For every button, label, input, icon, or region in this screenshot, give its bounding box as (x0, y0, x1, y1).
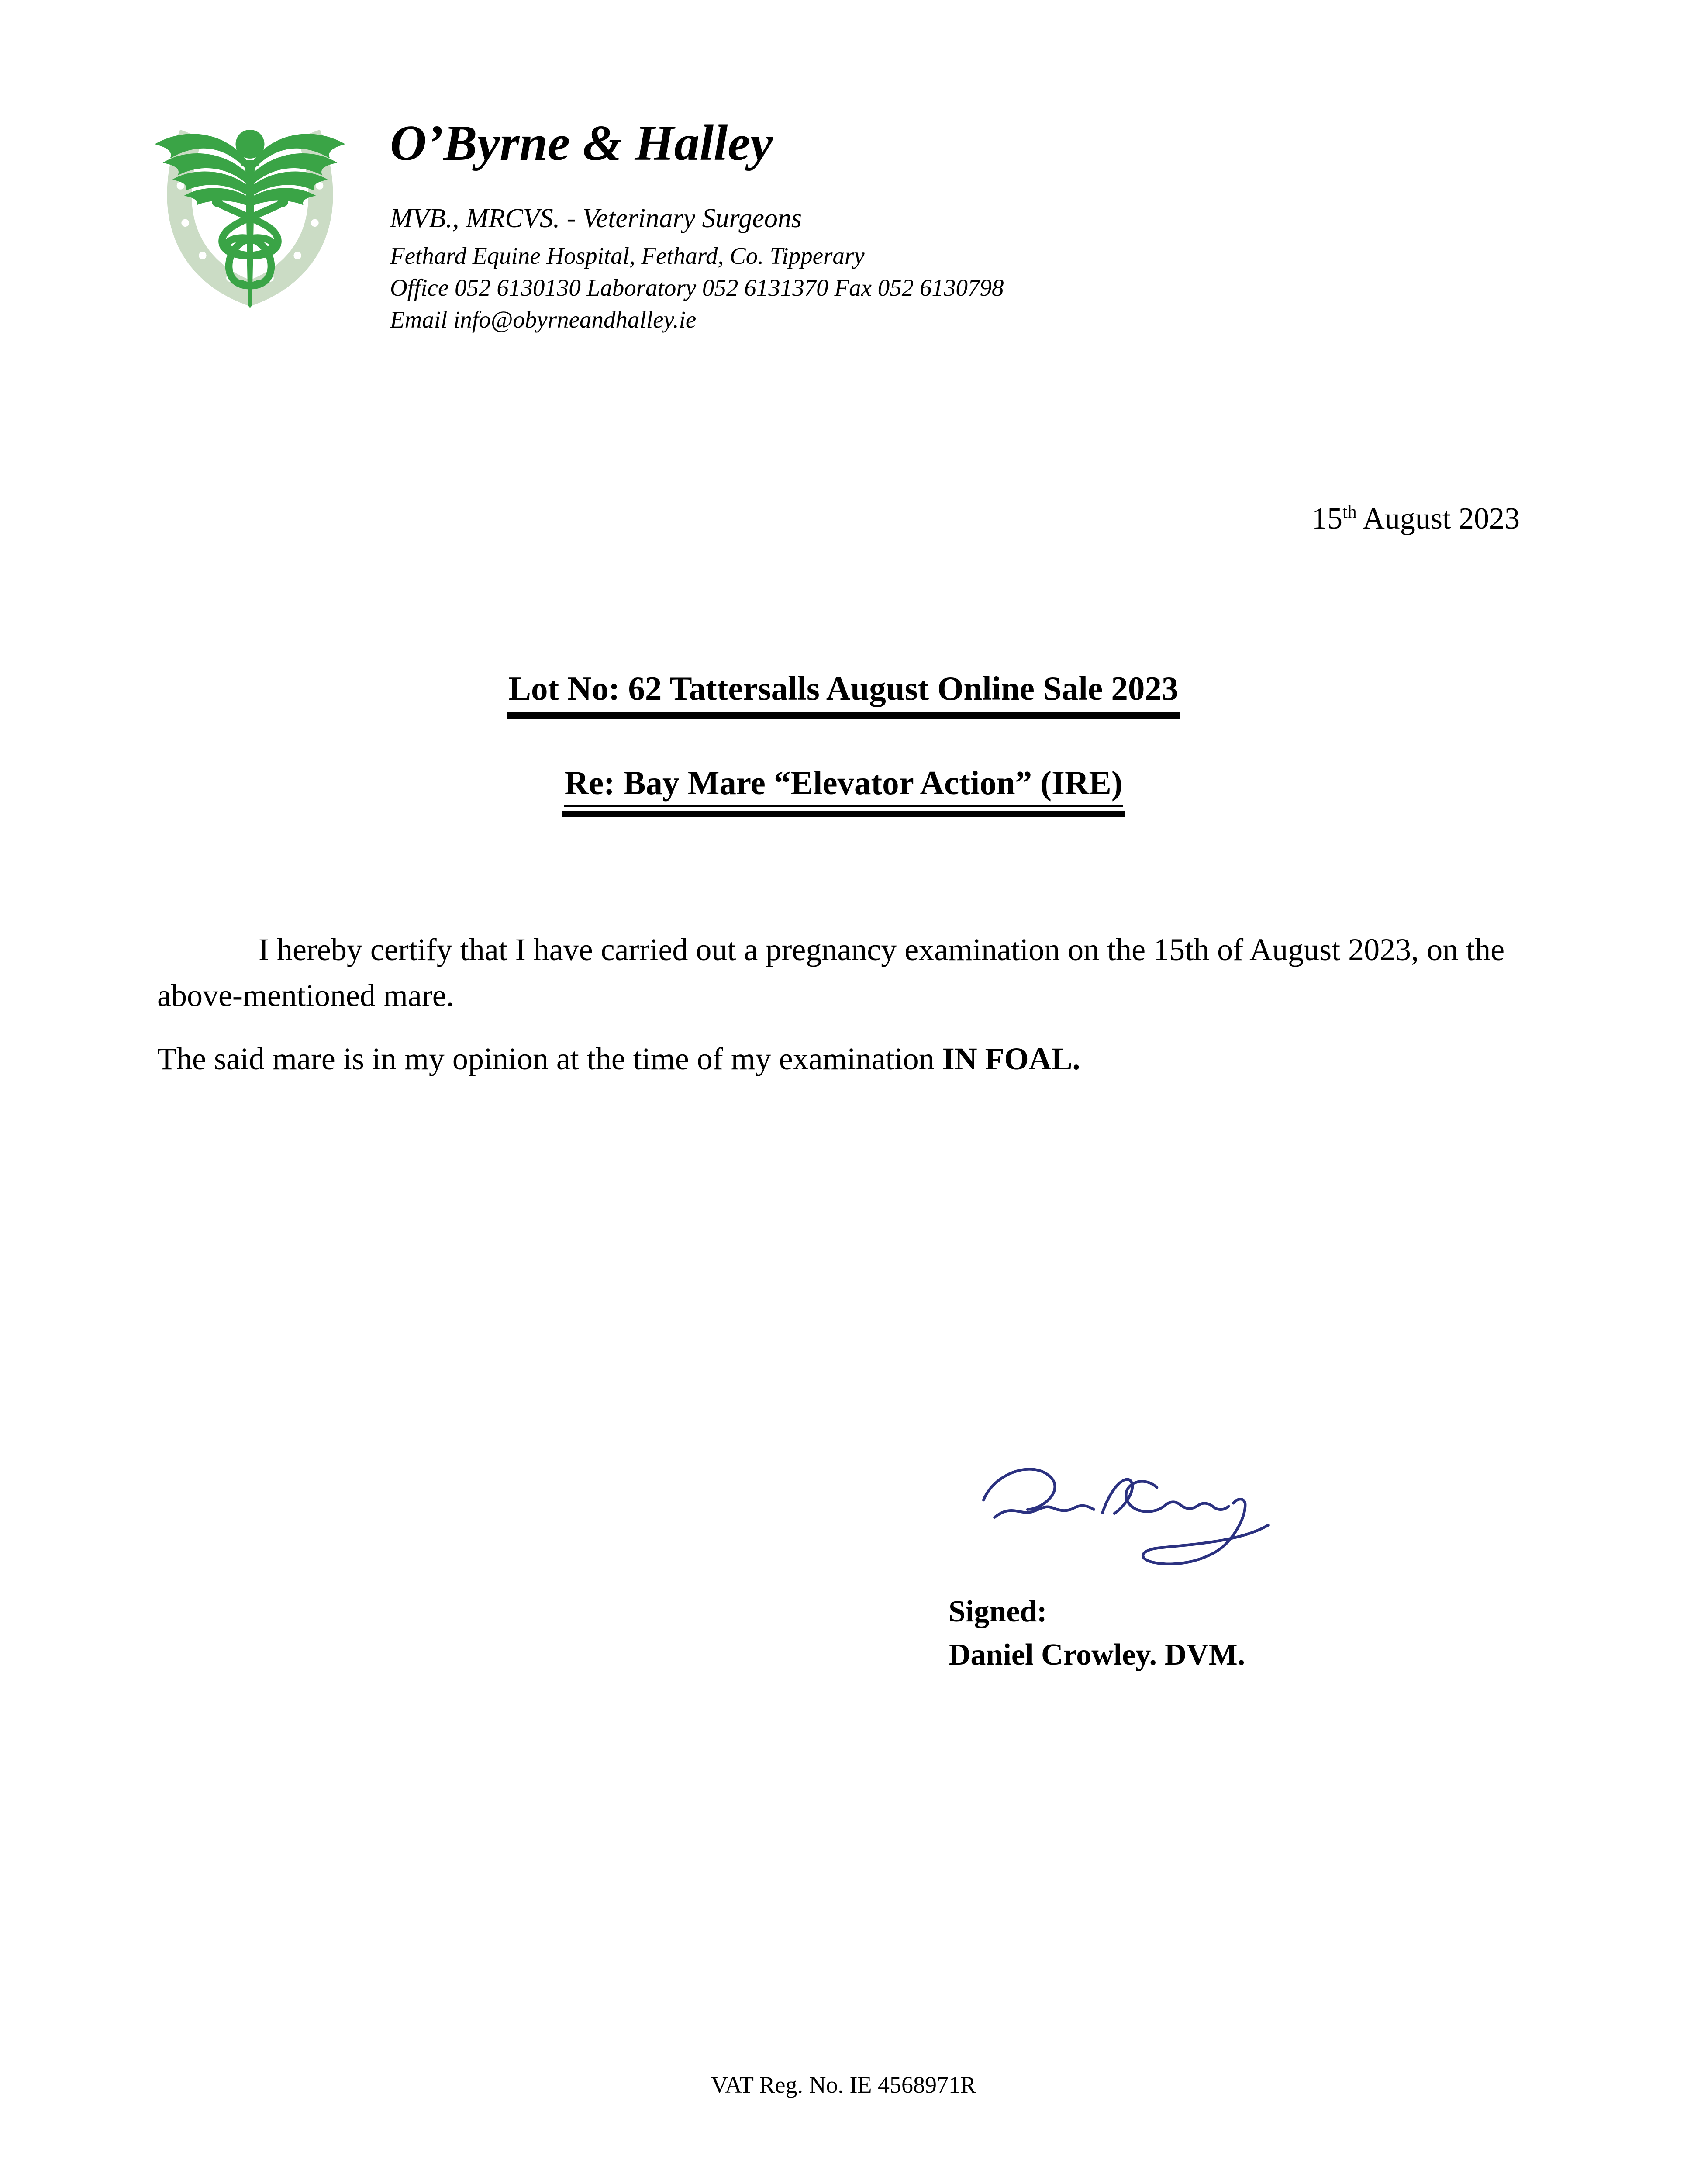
lot-heading: Lot No: 62 Tattersalls August Online Sale 2023 (507, 669, 1180, 719)
signatory-name: Daniel Crowley. DVM. (949, 1638, 1245, 1672)
re-heading-underline (562, 764, 1125, 817)
opinion-text: The said mare is in my opinion at the time of my examination (157, 1041, 942, 1076)
caduceus-horseshoe-logo (144, 114, 356, 342)
date-ordinal: th (1342, 502, 1357, 522)
practice-name: O’Byrne & Halley (390, 115, 773, 171)
signed-block (949, 1590, 1245, 1677)
handwritten-signature (972, 1449, 1295, 1576)
opinion-paragraph (157, 1036, 1519, 1082)
re-heading-row (0, 764, 1687, 817)
in-foal-emphasis: IN FOAL. (942, 1041, 1080, 1076)
practice-address: Fethard Equine Hospital, Fethard, Co. Tipperary (390, 242, 865, 269)
date-rest: August 2023 (1356, 502, 1520, 536)
practice-qualifications: MVB., MRCVS. - Veterinary Surgeons (390, 204, 802, 234)
certification-paragraph: I hereby certify that I have carried out a pregnancy examination on the 15th of August 2023, on the above-mentioned mare. (157, 932, 1505, 1013)
re-heading: Re: Bay Mare “Elevator Action” (IRE) (564, 764, 1122, 807)
letter-date (1312, 501, 1520, 536)
practice-phones: Office 052 6130130 Laboratory 052 6131370 Fax 052 6130798 (390, 274, 1004, 301)
vat-registration: VAT Reg. No. IE 4568971R (711, 2072, 976, 2098)
letterhead (390, 114, 1004, 335)
date-day: 15 (1311, 502, 1342, 536)
signature-stroke (983, 1469, 1268, 1564)
lot-heading-row (0, 669, 1687, 719)
practice-email: Email info@obyrneandhalley.ie (390, 306, 697, 333)
signed-label: Signed: (949, 1595, 1047, 1628)
